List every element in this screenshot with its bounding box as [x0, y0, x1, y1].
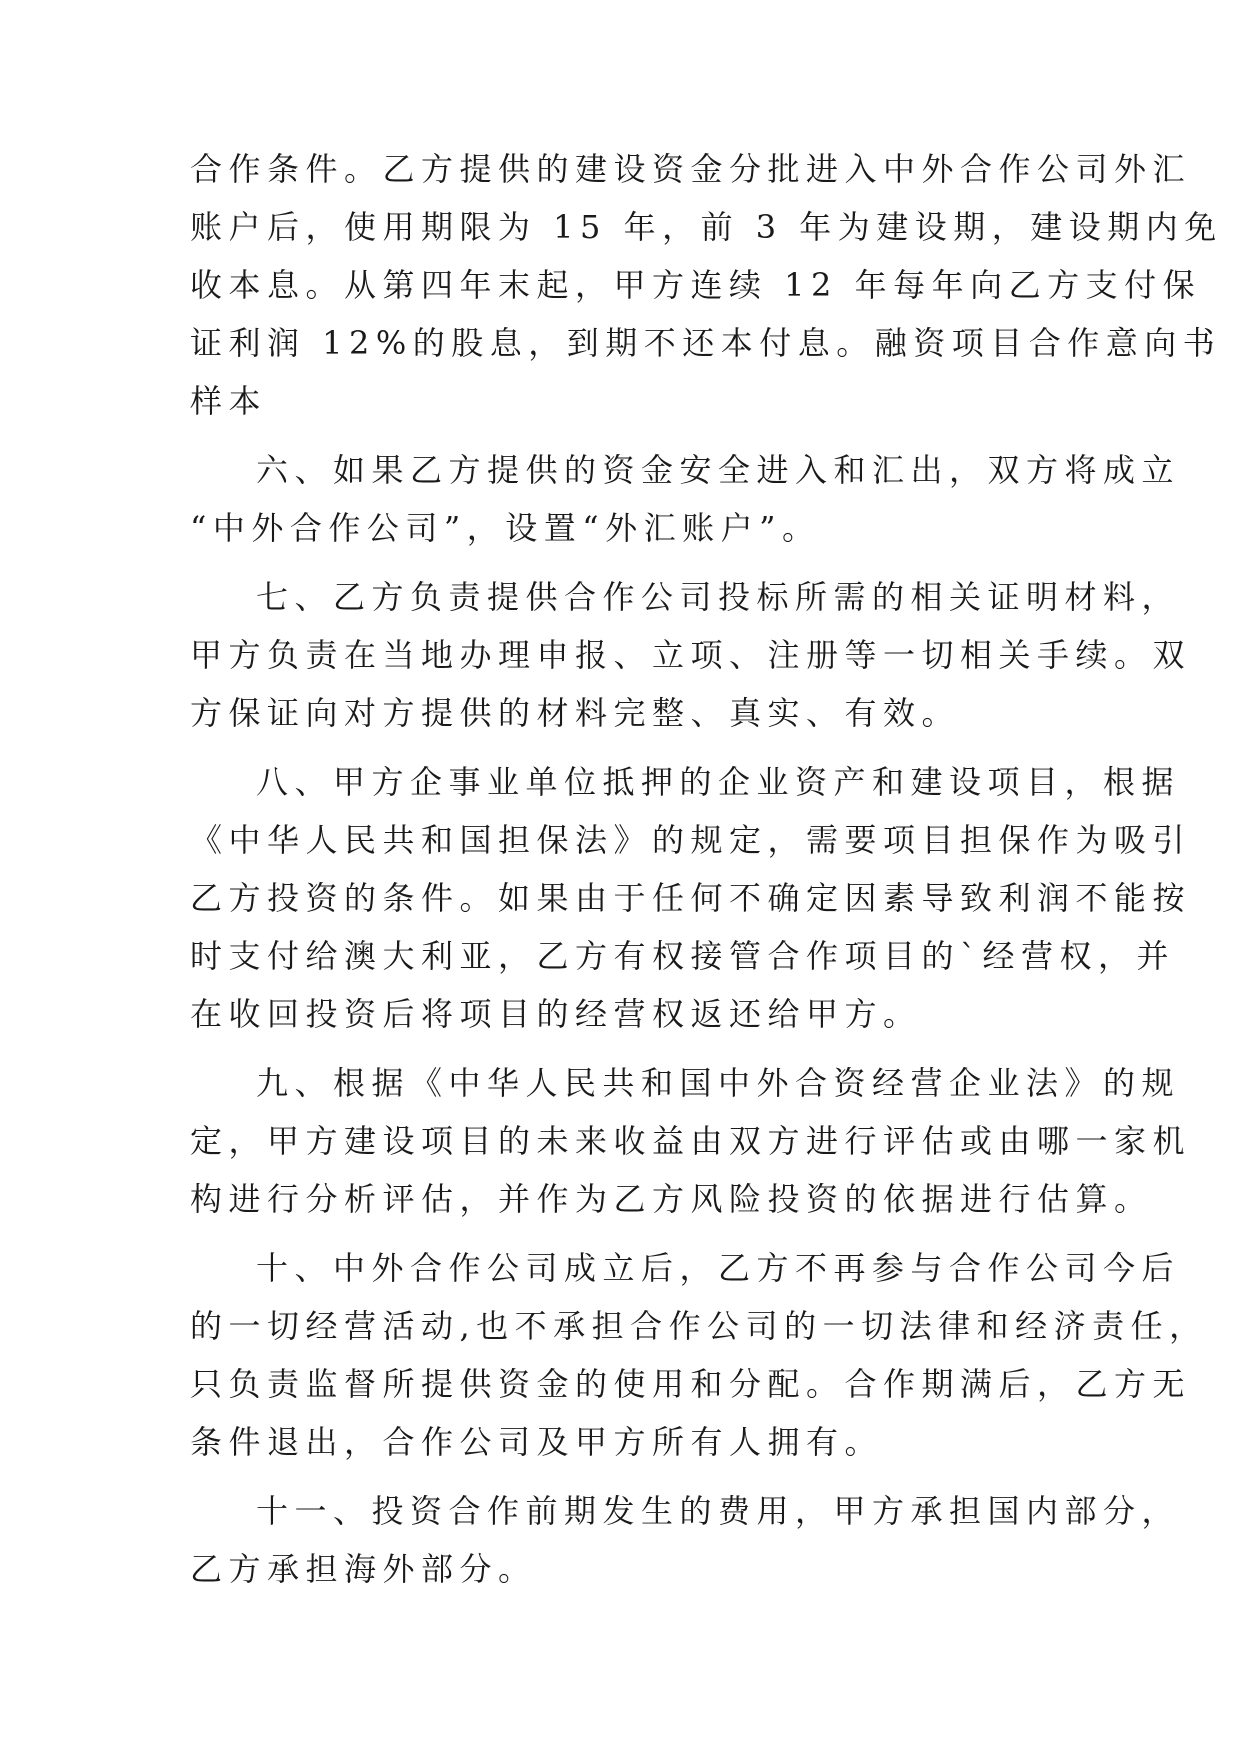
document-body: [190, 140, 1223, 1609]
paragraph-clause-7: [190, 568, 1192, 742]
paragraph-clause-9: [190, 1054, 1192, 1228]
text-line: 只负责监督所提供资金的使用和分配。合作期满后，乙方无: [190, 1365, 1192, 1403]
paragraph-clause-11: [190, 1482, 1181, 1598]
text-line: 收本息。从第四年末起，甲方连续 12 年每年向乙方支付保: [190, 266, 1202, 304]
text-line: 十、中外合作公司成立后，乙方不再参与合作公司今后: [256, 1249, 1181, 1287]
text-line: 七、乙方负责提供合作公司投标所需的相关证明材料，: [256, 578, 1181, 616]
text-line: 的一切经营活动,也不承担合作公司的一切法律和经济责任，: [190, 1307, 1208, 1345]
text-line: 九、根据《中华人民共和国中外合资经营企业法》的规: [256, 1064, 1181, 1102]
text-line: 合作条件。乙方提供的建设资金分批进入中外合作公司外汇: [190, 150, 1192, 188]
text-line: 八、甲方企事业单位抵押的企业资产和建设项目，根据: [256, 763, 1181, 801]
text-line: 甲方负责在当地办理申报、立项、注册等一切相关手续。双: [190, 636, 1192, 674]
text-line: 样本: [190, 382, 268, 420]
text-line: 账户后，使用期限为 15 年，前 3 年为建设期，建设期内免: [190, 208, 1223, 246]
text-line: 定，甲方建设项目的未来收益由双方进行评估或由哪一家机: [190, 1122, 1192, 1160]
paragraph-clause-10: [190, 1239, 1208, 1471]
text-line: 六、如果乙方提供的资金安全进入和汇出，双方将成立: [256, 451, 1181, 489]
text-line: 证利润 12%的股息，到期不还本付息。融资项目合作意向书: [190, 324, 1222, 362]
paragraph-continuation: [190, 140, 1223, 430]
paragraph-clause-6: [190, 441, 1181, 557]
text-line: 时支付给澳大利亚，乙方有权接管合作项目的`经营权，并: [190, 937, 1176, 975]
text-line: 条件退出，合作公司及甲方所有人拥有。: [190, 1423, 884, 1461]
text-line: 乙方承担海外部分。: [190, 1550, 537, 1588]
text-line: “中外合作公司”，设置“外汇账户”。: [190, 509, 821, 547]
text-line: 乙方投资的条件。如果由于任何不确定因素导致利润不能按: [190, 879, 1192, 917]
paragraph-clause-8: [190, 753, 1192, 1043]
text-line: 《中华人民共和国担保法》的规定，需要项目担保作为吸引: [190, 821, 1192, 859]
text-line: 构进行分析评估，并作为乙方风险投资的依据进行估算。: [190, 1180, 1153, 1218]
text-line: 方保证向对方提供的材料完整、真实、有效。: [190, 694, 961, 732]
text-line: 十一、投资合作前期发生的费用，甲方承担国内部分，: [256, 1492, 1181, 1530]
text-line: 在收回投资后将项目的经营权返还给甲方。: [190, 995, 922, 1033]
